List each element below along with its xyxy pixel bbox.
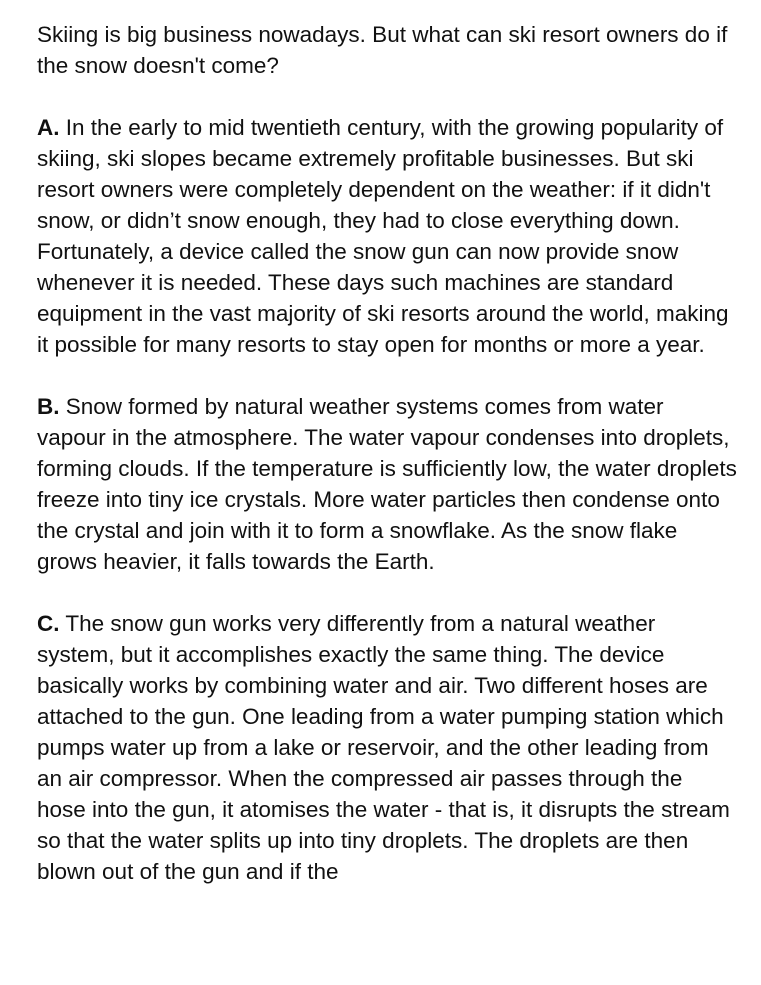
paragraph-a xyxy=(37,112,737,360)
paragraph-a-text: In the early to mid twentieth century, with the growing popularity of skiing, ski slopes became extremely profitable businesses. But ski resort owners were completely dependent on the weather: if it didn't snow, or didn’t snow enough, they had to close everything down. Fortunately, a device called the snow gun can now provide snow whenever it is needed. These days such machines are standard equipment in the vast majority of ski resorts around the world, making it possible for many resorts to stay open for months or more a year. xyxy=(37,115,729,357)
paragraph-b-label: B. xyxy=(37,394,60,419)
paragraph-c xyxy=(37,608,737,887)
paragraph-b xyxy=(37,391,737,577)
paragraph-c-text: The snow gun works very differently from a natural weather system, but it accomplishes exactly the same thing. The device basically works by combining water and air. Two different hoses are attached to the gun. One leading from a water pumping station which pumps water up from a lake or reservoir, and the other leading from an air compressor. When the compressed air passes through the hose into the gun, it atomises the water - that is, it disrupts the stream so that the water splits up into tiny droplets. The droplets are then blown out of the gun and if the xyxy=(37,611,730,884)
paragraph-c-label: C. xyxy=(37,611,60,636)
intro-paragraph: Skiing is big business nowadays. But what can ski resort owners do if the snow doesn't come? xyxy=(37,22,728,78)
document-body xyxy=(37,19,737,918)
paragraph-a-label: A. xyxy=(37,115,60,140)
paragraph-b-text: Snow formed by natural weather systems comes from water vapour in the atmosphere. The water vapour condenses into droplets, forming clouds. If the temperature is sufficiently low, the water droplets freeze into tiny ice crystals. More water particles then condense onto the crystal and join with it to form a snowflake. As the snow flake grows heavier, it falls towards the Earth. xyxy=(37,394,737,574)
